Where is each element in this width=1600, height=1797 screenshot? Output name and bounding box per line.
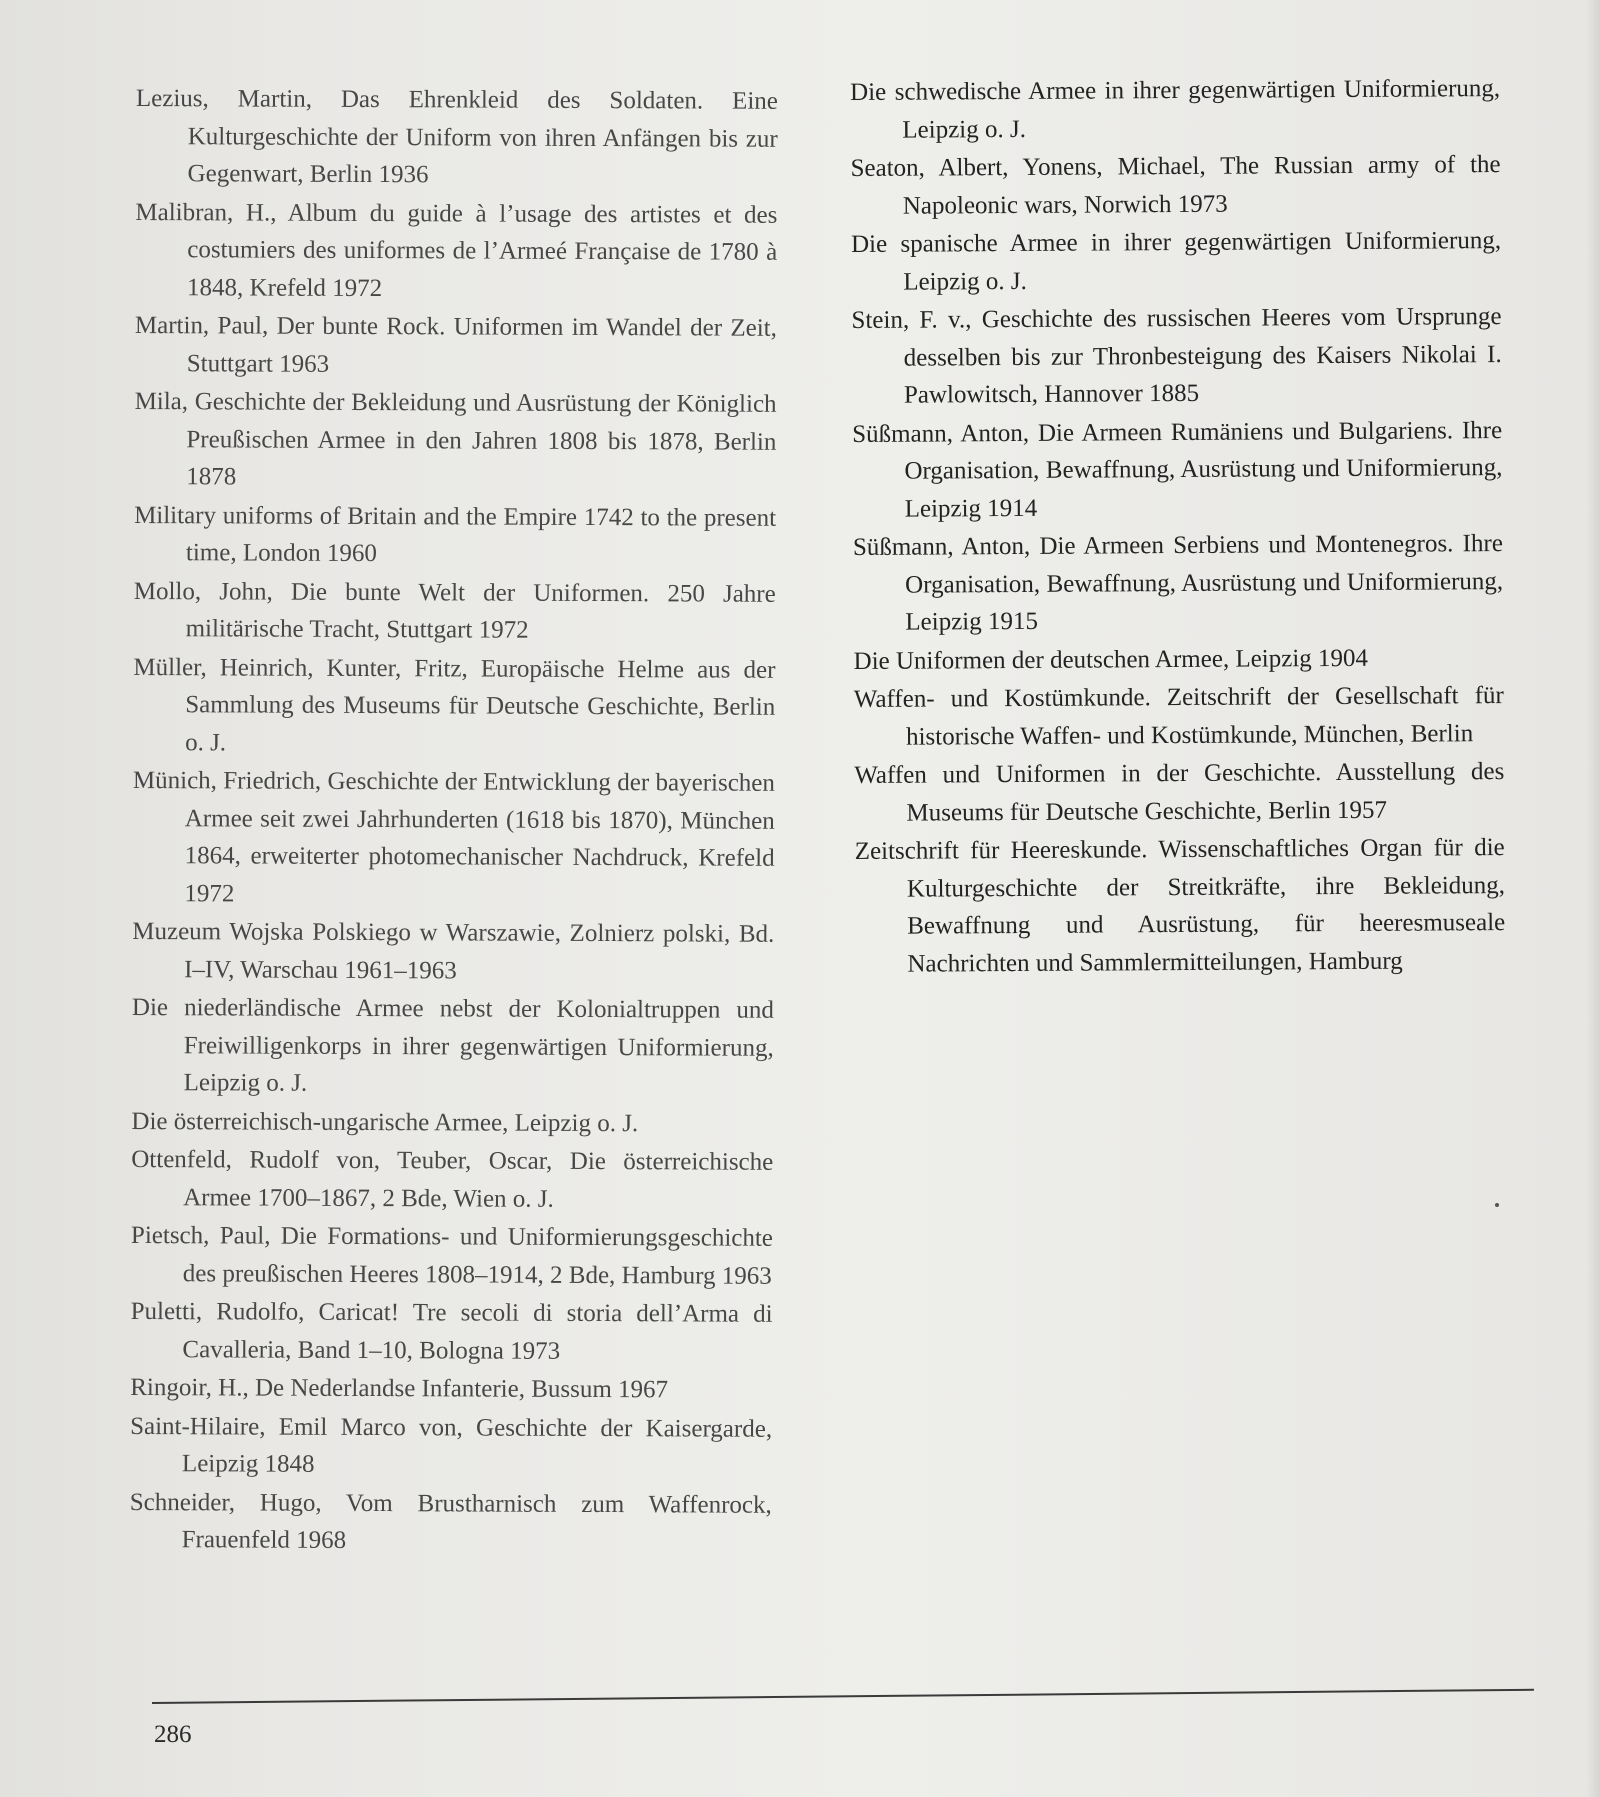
bibliography-entry: Lezius, Martin, Das Ehrenkleid des Soldaten. Eine Kulturgeschichte der Uniform von ihren Anfängen bis zur Gegenwart, Berlin 1936 <box>135 84 778 189</box>
footer-rule <box>152 1689 1534 1704</box>
bibliography-entry: Die Uniformen der deutschen Armee, Leipzig 1904 <box>853 644 1369 675</box>
bibliography-right-column <box>850 70 1506 984</box>
page-number: 286 <box>154 1721 192 1748</box>
bibliography-entry: Süßmann, Anton, Die Armeen Serbiens und Montenegros. Ihre Organisation, Bewaffnung, Ausrüstung und Uniformierung, Leipzig 1915 <box>852 530 1504 636</box>
bibliography-entry: Die österreichisch-ungarische Armee, Leipzig o. J. <box>131 1107 639 1137</box>
bibliography-entry: Die niederländische Armee nebst der Kolonialtruppen und Freiwilligenkorps in ihrer gegenwärtigen Uniformierung, Leipzig o. J. <box>131 993 775 1097</box>
bibliography-entry: Müller, Heinrich, Kunter, Fritz, Europäische Helme aus der Sammlung des Museums für Deutsche Geschichte, Berlin o. J. <box>133 653 776 756</box>
bibliography-entry: Die spanische Armee in ihrer gegenwärtigen Uniformierung, Leipzig o. J. <box>850 227 1502 296</box>
bibliography-entry: Ringoir, H., De Nederlandse Infanterie, Bussum 1967 <box>130 1373 669 1404</box>
bibliography-left-column <box>130 80 778 1562</box>
bibliography-entry: Waffen- und Kostümkunde. Zeitschrift der Gesellschaft für historische Waffen- und Kostümkunde, München, Berlin <box>853 682 1504 751</box>
bibliography-entry: Mila, Geschichte der Bekleidung und Ausrüstung der Königlich Preußischen Armee in den Jahren 1808 bis 1878, Berlin 1878 <box>134 387 777 491</box>
bibliography-entry: Süßmann, Anton, Die Armeen Rumäniens und Bulgariens. Ihre Organisation, Bewaffnung, Ausrüstung und Uniformierung, Leipzig 1914 <box>852 416 1503 523</box>
bibliography-entry: Stein, F. v., Geschichte des russischen Heeres vom Ursprunge desselben bis zur Thronbesteigung des Kaisers Nikolai I. Pawlowitsch, Hannover 1885 <box>851 303 1502 409</box>
bibliography-entry: Schneider, Hugo, Vom Brustharnisch zum Waffenrock, Frauenfeld 1968 <box>129 1488 772 1554</box>
bibliography-entry: Malibran, H., Album du guide à l’usage des artistes et des costumiers des uniformes de l’Armeé Française de 1780 à 1848, Krefeld 1972 <box>135 198 778 302</box>
bibliography-entry: Seaton, Albert, Yonens, Michael, The Russian army of the Napoleonic wars, Norwich 1973 <box>850 151 1501 220</box>
bibliography-entry: Martin, Paul, Der bunte Rock. Uniformen im Wandel der Zeit, Stuttgart 1963 <box>134 311 777 378</box>
bibliography-entry: Münich, Friedrich, Geschichte der Entwicklung der bayerischen Armee seit zwei Jahrhunderten (1618 bis 1870), München 1864, erweiterter photomechanischer Nachdruck, Krefeld 1972 <box>132 766 775 907</box>
bibliography-entry: Military uniforms of Britain and the Empire 1742 to the present time, London 1960 <box>134 501 777 568</box>
bibliography-entry: Pietsch, Paul, Die Formations- und Uniformierungsgeschichte des preußischen Heeres 1808–1914, 2 Bde, Hamburg 1963 <box>130 1221 774 1290</box>
bibliography-entry: Mollo, John, Die bunte Welt der Uniformen. 250 Jahre militärische Tracht, Stuttgart 1972 <box>133 577 776 644</box>
bibliography-entry: Zeitschrift für Heereskunde. Wissenschaftliches Organ für die Kulturgeschichte der Streitkräfte, ihre Bekleidung, Bewaffnung und Ausrüstung, für heeresmuseale Nachrichten und Sammlermitteilungen, Hamburg <box>854 834 1506 978</box>
bibliography-entry: Ottenfeld, Rudolf von, Teuber, Oscar, Die österreichische Armee 1700–1867, 2 Bde, Wien o. J. <box>131 1145 774 1213</box>
bibliography-entry: Die schwedische Armee in ihrer gegenwärtigen Uniformierung, Leipzig o. J. <box>850 75 1501 144</box>
paper-speck <box>1495 1203 1499 1207</box>
bibliography-entry: Waffen und Uniformen in der Geschichte. Ausstellung des Museums für Deutsche Geschichte, Berlin 1957 <box>854 758 1505 827</box>
bibliography-entry: Muzeum Wojska Polskiego w Warszawie, Zolnierz polski, Bd. I–IV, Warschau 1961–1963 <box>132 917 775 984</box>
bibliography-entry: Puletti, Rudolfo, Caricat! Tre secoli di storia dell’Arma di Cavalleria, Band 1–10, Bologna 1973 <box>130 1297 773 1365</box>
bibliography-entry: Saint-Hilaire, Emil Marco von, Geschichte der Kaisergarde, Leipzig 1848 <box>130 1412 773 1478</box>
